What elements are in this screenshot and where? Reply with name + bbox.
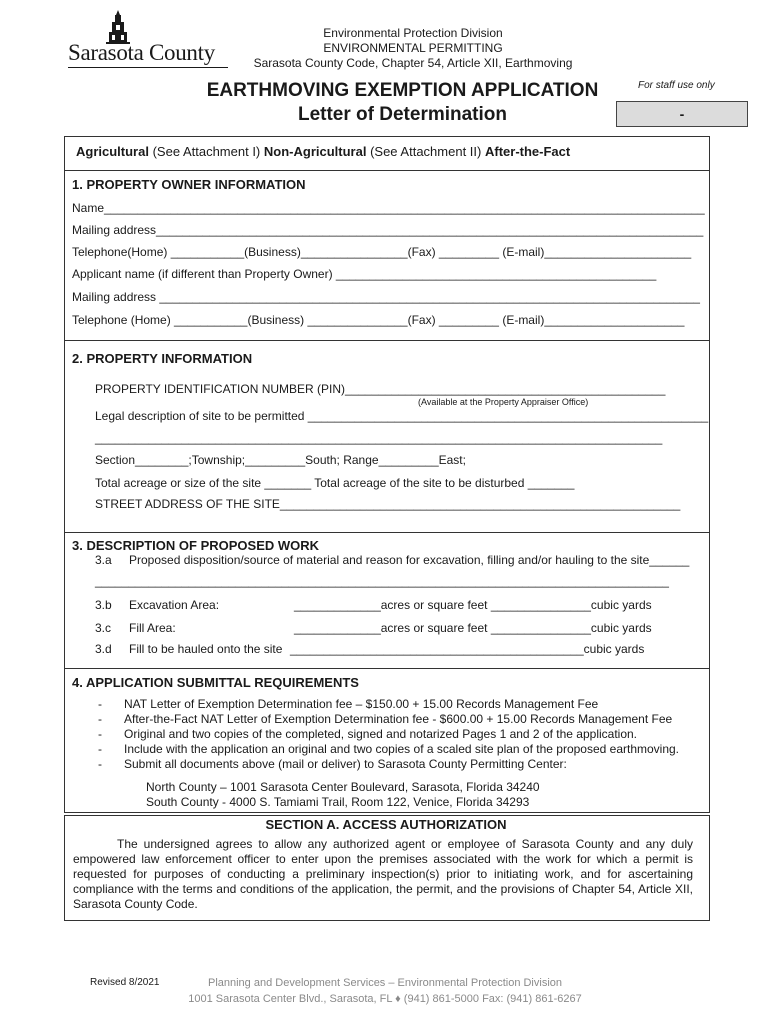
access-authorization-text: The undersigned agrees to allow any authorized agent or employee of Sarasota County and any duly empowered law enforcement officer to enter upon the premises associated with the work for which a permit is requested for purposes of conducting a preliminary inspection(s) prior to initiating work, and for ascertaining compliance with the terms and conditions of the application, the permit, and the provisions of Chapter 54, Article XII, Sarasota County Code.: [73, 837, 693, 911]
non-agricultural-option[interactable]: Non-Agricultural: [263, 144, 367, 159]
requirements-list: [96, 697, 696, 772]
item-3a-label: 3.a: [95, 553, 112, 567]
revised-date: Revised 8/2021: [90, 977, 160, 988]
non-agricultural-note: (See Attachment II): [370, 144, 482, 159]
footer-address: 1001 Sarasota Center Blvd., Sarasota, FL ♦ (941) 861-5000 Fax: (941) 861-6267: [188, 993, 582, 1005]
owner-telephone-field[interactable]: Telephone(Home) ___________(Business)________________(Fax) _________ (E-mail)______________________: [72, 245, 692, 259]
sectionA-title: SECTION A. ACCESS AUTHORIZATION: [265, 817, 507, 832]
staff-use-box[interactable]: -: [616, 101, 748, 127]
owner-mailing-field[interactable]: Mailing address__________________________________________________________________________________: [72, 223, 704, 237]
header-code: Sarasota County Code, Chapter 54, Article XII, Earthmoving: [253, 56, 573, 70]
legal-description-field[interactable]: Legal description of site to be permitted ____________________________________________________________: [95, 409, 709, 423]
fill-area-field[interactable]: _____________acres or square feet _______________cubic yards: [294, 621, 652, 635]
fill-hauled-label: Fill to be hauled onto the site: [129, 642, 283, 656]
fill-area-label: Fill Area:: [129, 621, 176, 635]
section1-title: 1. PROPERTY OWNER INFORMATION: [72, 177, 306, 192]
divider: [64, 340, 709, 341]
acreage-field[interactable]: Total acreage or size of the site _______ Total acreage of the site to be disturbed _______: [95, 476, 575, 490]
agricultural-note: (See Attachment I): [152, 144, 261, 159]
list-item: - Original and two copies of the completed, signed and notarized Pages 1 and 2 of the application.: [98, 727, 638, 741]
section-township-range-field[interactable]: Section________;Township;_________South; Range_________East;: [95, 453, 466, 467]
section2-title: 2. PROPERTY INFORMATION: [72, 351, 253, 366]
disposition-cont[interactable]: ______________________________________________________________________________________: [95, 574, 669, 588]
divider: [64, 668, 709, 669]
street-address-field[interactable]: STREET ADDRESS OF THE SITE____________________________________________________________: [95, 497, 681, 511]
pin-note: (Available at the Property Appraiser Office): [418, 397, 589, 407]
excavation-area-label: Excavation Area:: [129, 598, 220, 612]
applicant-telephone-field[interactable]: Telephone (Home) ___________(Business) _______________(Fax) _________ (E-mail)_____________________: [72, 313, 685, 327]
footer-department: Planning and Development Services – Environmental Protection Division: [207, 977, 563, 989]
list-item: - NAT Letter of Exemption Determination fee – $150.00 + 15.00 Records Management Fee: [98, 697, 599, 711]
item-3b-label: 3.b: [95, 598, 112, 612]
page-subtitle: Letter of Determination: [297, 104, 508, 125]
section3-title: 3. DESCRIPTION OF PROPOSED WORK: [72, 538, 320, 553]
agricultural-option[interactable]: Agricultural: [76, 144, 149, 159]
fill-hauled-field[interactable]: ____________________________________________cubic yards: [290, 642, 645, 656]
county-logo: [68, 10, 233, 70]
legal-description-cont[interactable]: _____________________________________________________________________________________: [95, 431, 663, 445]
list-item: - After-the-Fact NAT Letter of Exemption Determination fee - $600.00 + 15.00 Records Management Fee: [98, 712, 673, 726]
staff-use-label: For staff use only: [638, 80, 715, 91]
south-county-address: South County - 4000 S. Tamiami Trail, Room 122, Venice, Florida 34293: [146, 795, 530, 809]
owner-name-field[interactable]: Name__________________________________________________________________________________________: [72, 201, 705, 215]
applicant-mailing-field[interactable]: Mailing address _________________________________________________________________________________: [72, 290, 700, 304]
list-item: - Include with the application an original and two copies of a scaled site plan of the proposed earthmoving.: [98, 742, 680, 756]
north-county-address: North County – 1001 Sarasota Center Boulevard, Sarasota, Florida 34240: [146, 780, 540, 794]
courthouse-tower-icon: [106, 10, 130, 44]
divider: [64, 170, 709, 171]
header-division: Environmental Protection Division: [323, 26, 503, 40]
item-3d-label: 3.d: [95, 642, 112, 656]
logo-text: Sarasota County: [68, 40, 215, 65]
page-title: EARTHMOVING EXEMPTION APPLICATION: [206, 80, 599, 101]
divider: [64, 532, 709, 533]
list-item: - Submit all documents above (mail or deliver) to Sarasota County Permitting Center:: [98, 757, 567, 771]
applicant-name-field[interactable]: Applicant name (if different than Property Owner) ________________________________________________: [72, 267, 657, 281]
excavation-area-field[interactable]: _____________acres or square feet _______________cubic yards: [294, 598, 652, 612]
after-the-fact-option[interactable]: After-the-Fact: [484, 144, 571, 159]
header-permitting: ENVIRONMENTAL PERMITTING: [323, 41, 503, 55]
pin-field[interactable]: PROPERTY IDENTIFICATION NUMBER (PIN)________________________________________________: [95, 382, 666, 396]
logo-underline: [68, 67, 228, 68]
application-type-row: [76, 144, 570, 159]
section4-title: 4. APPLICATION SUBMITTAL REQUIREMENTS: [72, 675, 359, 690]
item-3c-label: 3.c: [95, 621, 112, 635]
disposition-field[interactable]: Proposed disposition/source of material and reason for excavation, filling and/or hauling to the site______: [129, 553, 690, 567]
